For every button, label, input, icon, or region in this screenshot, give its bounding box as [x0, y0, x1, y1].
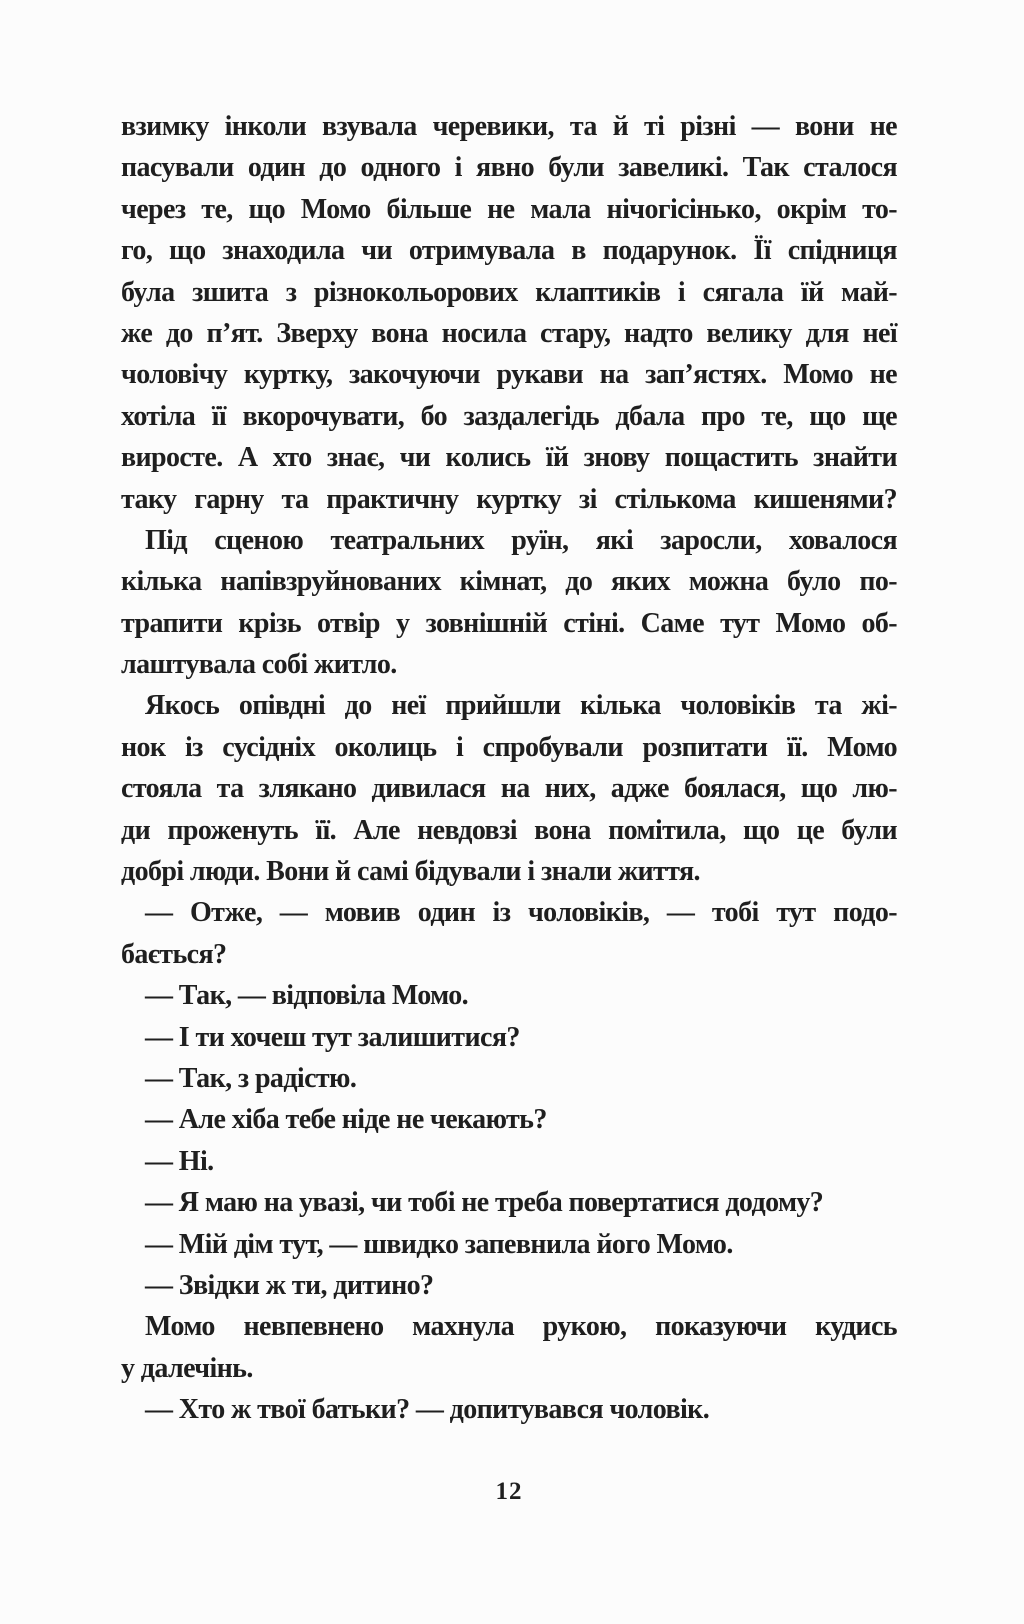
- text-line: — Звідки ж ти, дитино?: [145, 1269, 434, 1301]
- text-line: — І ти хочеш тут залишитися?: [145, 1021, 520, 1053]
- text-line: стояла та злякано дивилася на них, адже боялася, що лю-: [121, 773, 897, 805]
- text-line: через те, що Момо більше не мала нічогісінько, окрім то-: [121, 193, 897, 225]
- text-line: — Але хіба тебе ніде не чекають?: [145, 1104, 547, 1136]
- text-line: — Так, — відповіла Момо.: [145, 980, 469, 1012]
- text-line: лаштувала собі житло.: [121, 649, 397, 681]
- text-line: у далечінь.: [121, 1352, 253, 1384]
- text-line: ди проженуть її. Але невдовзі вона помітила, що це були: [121, 814, 897, 846]
- text-line: — Ні.: [145, 1145, 214, 1177]
- text-line: Якось опівдні до неї прийшли кілька чоловіків та жі-: [145, 690, 897, 722]
- text-line: — Так, з радістю.: [145, 1062, 357, 1094]
- text-line: таку гарну та практичну куртку зі стількома кишенями?: [121, 483, 897, 515]
- text-line: — Отже, — мовив один із чоловіків, — тобі тут подо-: [145, 897, 897, 929]
- text-line: трапити крізь отвір у зовнішній стіні. Саме тут Момо об-: [121, 607, 897, 639]
- text-line: го, що знаходила чи отримувала в подарунок. Її спідниця: [121, 235, 897, 267]
- text-line: — Хто ж твої батьки? — допитувався чоловік.: [145, 1394, 710, 1426]
- text-line: Момо невпевнено махнула рукою, показуючи кудись: [145, 1311, 897, 1343]
- text-line: Під сценою театральних руїн, які заросли, ховалося: [145, 524, 897, 556]
- text-line: виросте. А хто знає, чи колись їй знову пощастить знайти: [121, 442, 897, 474]
- text-line: пасували один до одного і явно були завеликі. Так сталося: [121, 152, 897, 184]
- text-line: була зшита з різнокольорових клаптиків і сягала їй май-: [121, 276, 897, 308]
- text-line: — Мій дім тут, — швидко запевнила його Момо.: [145, 1228, 733, 1260]
- text-line: же до п’ят. Зверху вона носила стару, надто велику для неї: [121, 317, 897, 349]
- text-line: добрі люди. Вони й самі бідували і знали життя.: [121, 856, 700, 888]
- page-text: [121, 106, 897, 1431]
- text-line: — Я маю на увазі, чи тобі не треба повертатися додому?: [145, 1187, 824, 1219]
- page-number: 12: [495, 1478, 523, 1505]
- text-line: бається?: [121, 938, 227, 970]
- text-line: нок із сусідніх околиць і спробували розпитати її. Момо: [121, 731, 897, 763]
- text-line: хотіла її вкорочувати, бо заздалегідь дбала про те, що ще: [121, 400, 897, 432]
- text-line: взимку інколи взувала черевики, та й ті різні — вони не: [121, 111, 897, 142]
- text-line: кілька напівзруйнованих кімнат, до яких можна було по-: [121, 566, 897, 598]
- text-line: чоловічу куртку, закочуючи рукави на зап’ястях. Момо не: [121, 359, 897, 391]
